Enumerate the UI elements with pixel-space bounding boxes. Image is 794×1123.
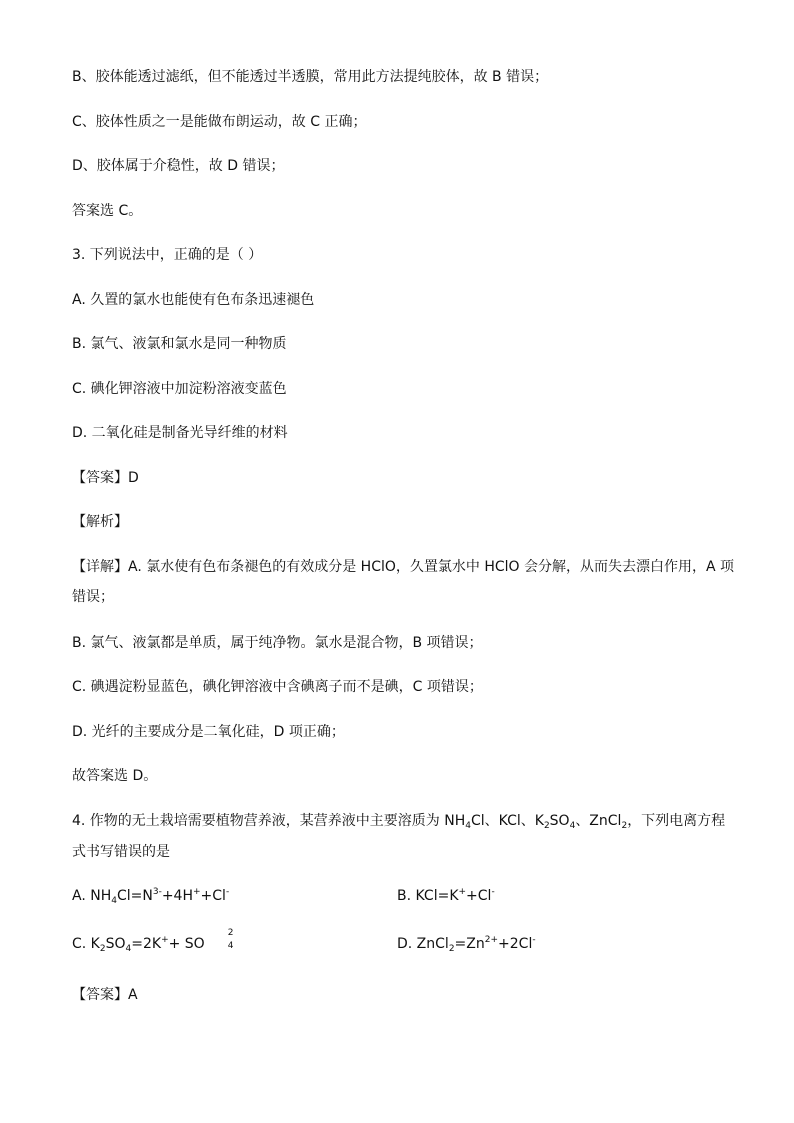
question-3-final-answer: 故答案选 D。 <box>72 768 158 784</box>
question-3-analysis-heading: 【解析】 <box>72 514 128 530</box>
option-c-explanation: C、胶体性质之一是能做布朗运动，故 C 正确； <box>72 114 367 130</box>
question-4-option-c: C. $K_2SO_4=2K^++$ SO 2 4 <box>72 928 234 954</box>
question-4-option-d: D. $ZnCl_2=Zn^{2+}+2Cl^-$ <box>397 935 536 954</box>
question-3-option-a: A. 久置的氯水也能使有色布条迅速褪色 <box>72 292 315 308</box>
sulfate-ion-charge: 2 4 <box>227 928 234 951</box>
question-3-detail-a-line2: 错误； <box>72 589 114 605</box>
question-3-detail-d: D. 光纤的主要成分是二氧化硅，D 项正确； <box>72 724 345 740</box>
question-3-answer: 【答案】D <box>72 470 139 486</box>
question-4-answer: 【答案】A <box>72 987 138 1003</box>
question-3-detail-a-line1: 【详解】A. 氯水使有色布条褪色的有效成分是 HClO，久置氯水中 HClO 会分解，从而失去漂白作用，A 项 <box>72 559 735 575</box>
question-3-stem: 3. 下列说法中，正确的是（ ） <box>72 247 263 263</box>
option-d-explanation: D、胶体属于介稳性，故 D 错误； <box>72 158 285 174</box>
option-b-explanation: B、胶体能透过滤纸，但不能透过半透膜，常用此方法提纯胶体，故 B 错误； <box>72 69 549 85</box>
previous-answer: 答案选 C。 <box>72 203 143 219</box>
question-3-option-d: D. 二氧化硅是制备光导纤维的材料 <box>72 425 288 441</box>
question-3-option-b: B. 氯气、液氯和氯水是同一种物质 <box>72 336 287 352</box>
question-4-option-a: A. $NH_4Cl=N^{3-}+4H^++Cl^-$ <box>72 887 230 906</box>
question-3-option-c: C. 碘化钾溶液中加淀粉溶液变蓝色 <box>72 381 287 397</box>
question-4-stem-line1: 4. 作物的无土栽培需要植物营养液，某营养液中主要溶质为 $NH_4Cl$、KCl、$K_2SO_4$、ZnCl$_2$，下列电离方程 <box>72 813 726 831</box>
question-3-detail-b: B. 氯气、液氯都是单质，属于纯净物。氯水是混合物，B 项错误； <box>72 635 483 651</box>
question-3-detail-c: C. 碘遇淀粉显蓝色，碘化钾溶液中含碘离子而不是碘，C 项错误； <box>72 679 483 695</box>
question-4-option-b: B. KCl=K++Cl- <box>397 887 495 904</box>
question-4-stem-line2: 式书写错误的是 <box>72 844 170 860</box>
